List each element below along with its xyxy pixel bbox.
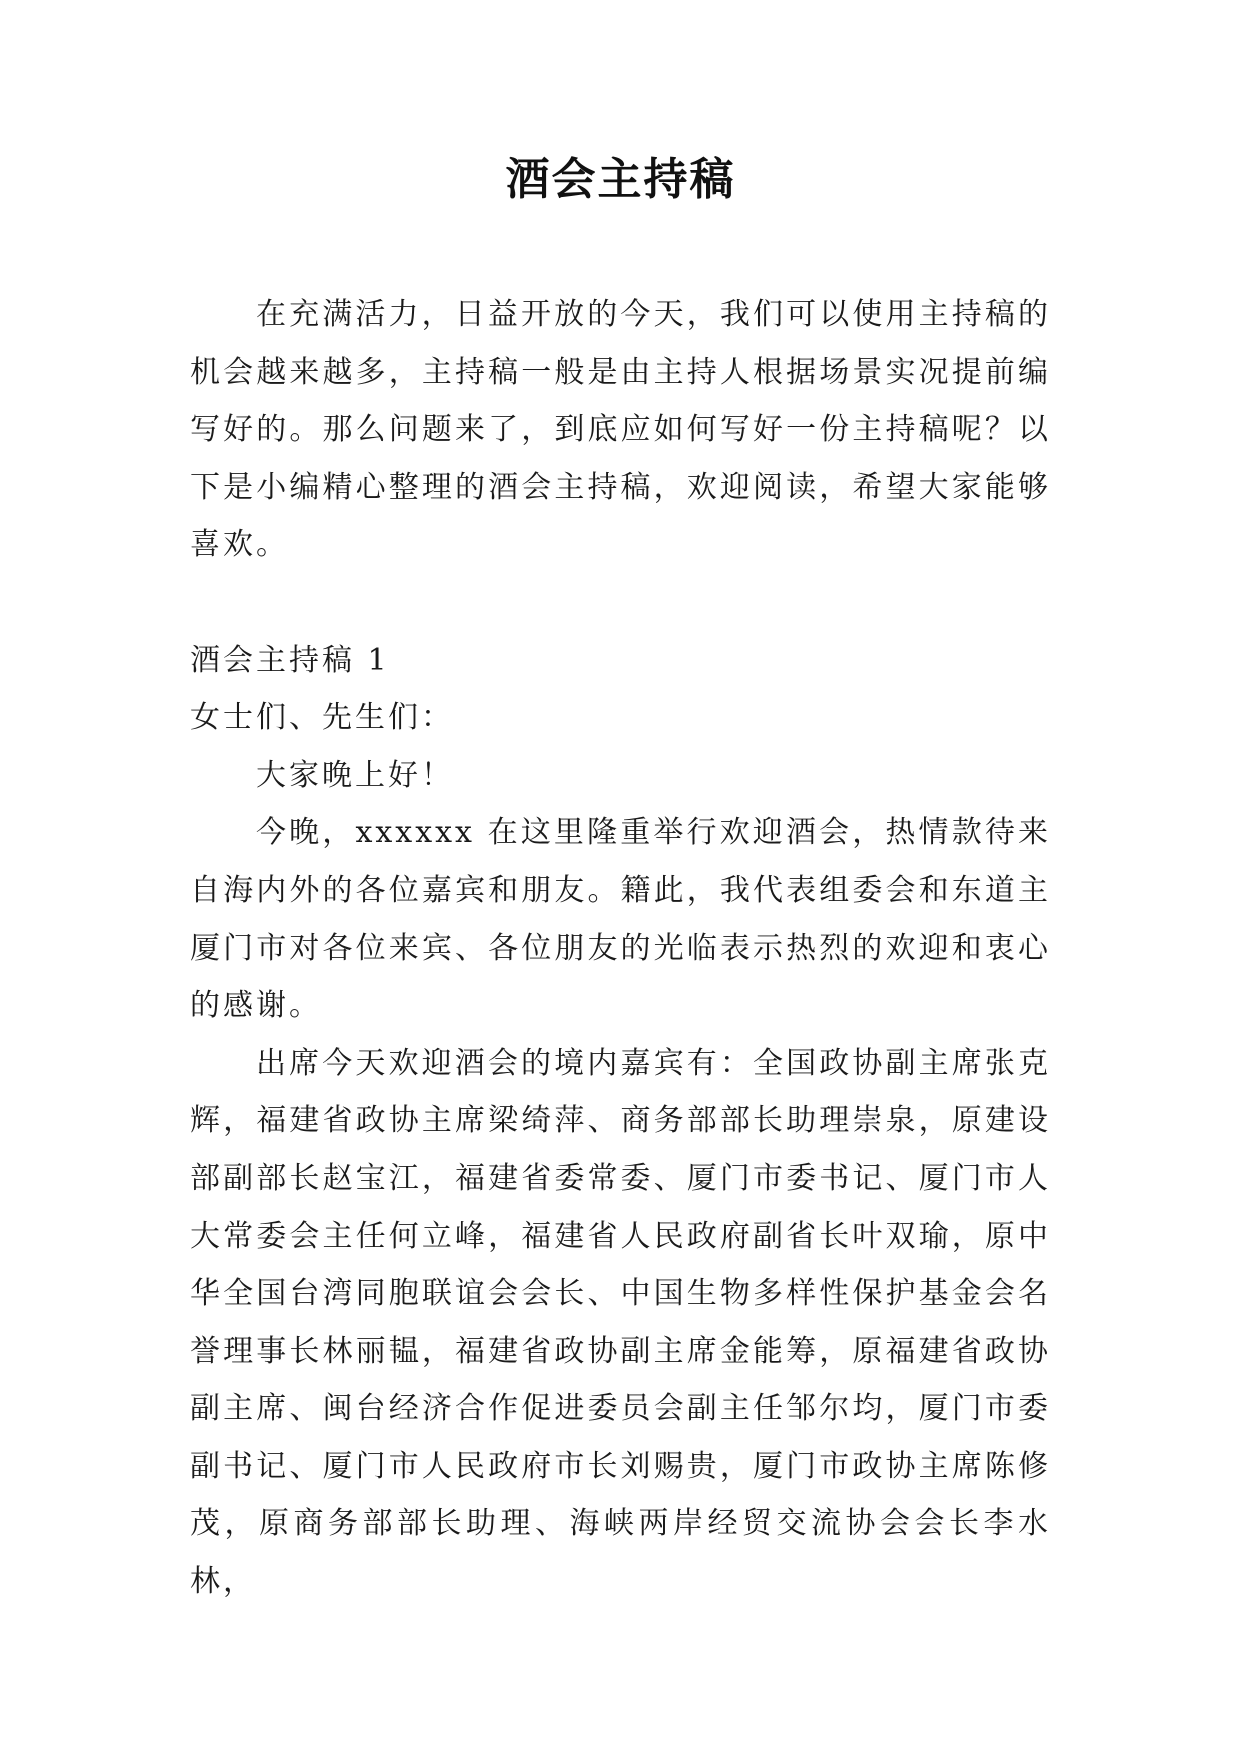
intro-paragraph: 在充满活力，日益开放的今天，我们可以使用主持稿的机会越来越多，主持稿一般是由主持人根据场景实况提前编写好的。那么问题来了，到底应如何写好一份主持稿呢？以下是小编精心整理的酒会主持稿，欢迎阅读，希望大家能够喜欢。 [190,297,1051,563]
salutation: 女士们、先生们： [190,700,454,736]
section-heading: 酒会主持稿 1 [190,642,390,678]
paragraph-gap [190,574,1051,632]
body-paragraph: 出席今天欢迎酒会的境内嘉宾有：全国政协副主席张克辉，福建省政协主席梁绮萍、商务部部长助理崇泉，原建设部副部长赵宝江，福建省委常委、厦门市委书记、厦门市人大常委会主任何立峰，福建省人民政府副省长叶双瑜，原中华全国台湾同胞联谊会会长、中国生物多样性保护基金会名誉理事长林丽韫，福建省政协副主席金能筹，原福建省政协副主席、闽台经济合作促进委员会副主任邹尔均，厦门市委副书记、厦门市人民政府市长刘赐贵，厦门市政协主席陈修茂，原商务部部长助理、海峡两岸经贸交流协会会长李水林， [190,1045,1051,1600]
document-body [190,286,1051,1611]
body-paragraph: 今晚，xxxxxx 在这里隆重举行欢迎酒会，热情款待来自海内外的各位嘉宾和朋友。籍此，我代表组委会和东道主厦门市对各位来宾、各位朋友的光临表示热烈的欢迎和衷心的感谢。 [190,815,1051,1024]
document-title: 酒会主持稿 [505,154,736,205]
greeting: 大家晚上好！ [256,757,454,793]
